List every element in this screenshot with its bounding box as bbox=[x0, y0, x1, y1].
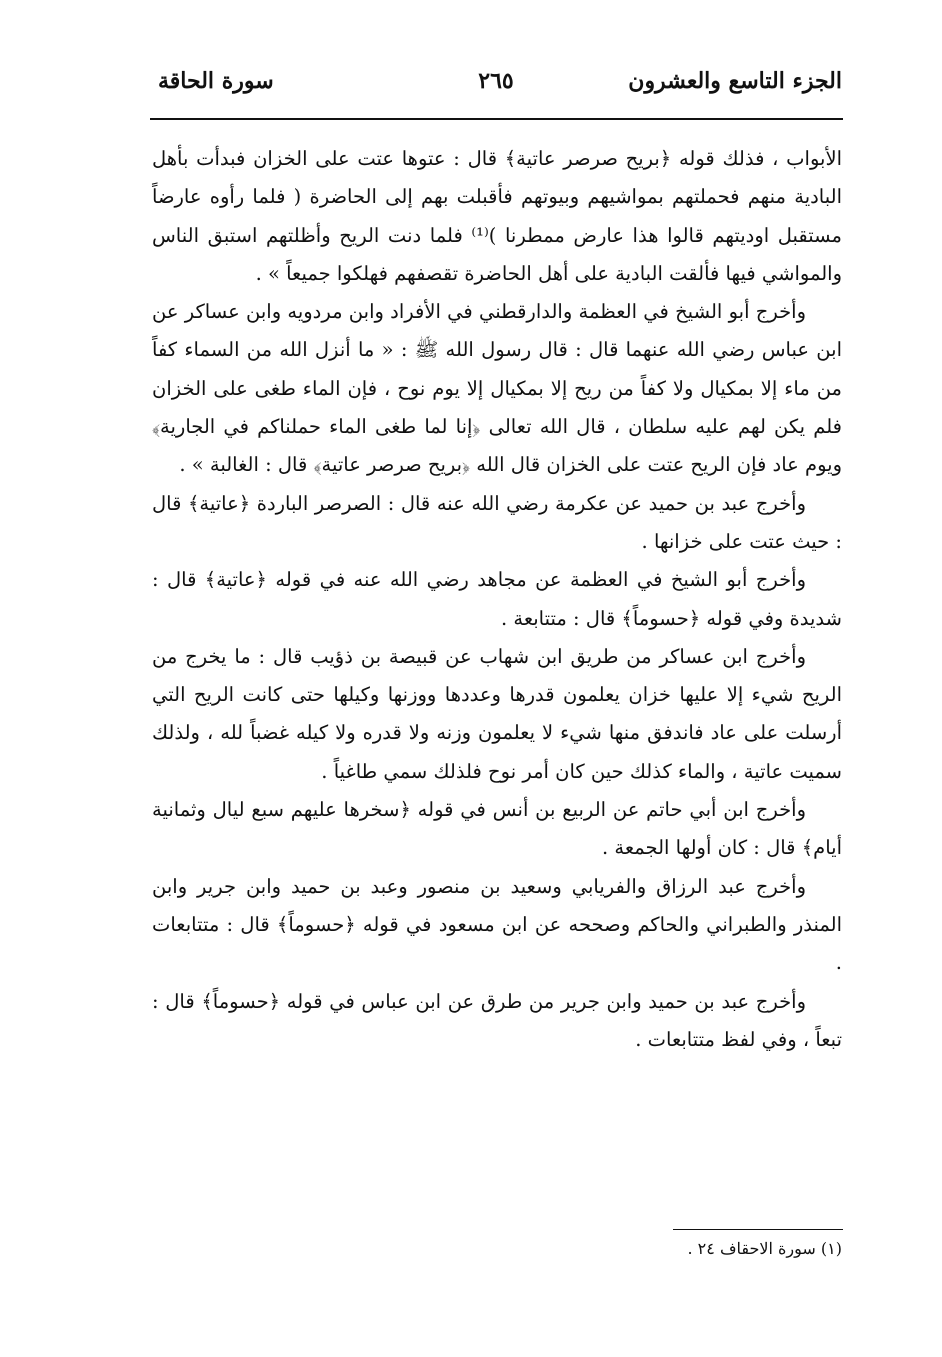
paragraph-6: وأخرج ابن أبي حاتم عن الربيع بن أنس في قوله ﴿سخرها عليهم سبع ليال وثمانية أيام﴾ قال : كان أولها الجمعة . bbox=[152, 798, 842, 860]
page-header bbox=[150, 68, 842, 108]
main-text bbox=[152, 140, 842, 1059]
footnote: (١) سورة الاحقاف ٢٤ . bbox=[687, 1239, 842, 1258]
header-surah-title: سورة الحاقة bbox=[158, 68, 274, 94]
paragraph-7: وأخرج عبد الرزاق والفريابي وسعيد بن منصور وعبد بن حميد وابن جرير وابن المنذر والطبراني والحاكم وصححه عن ابن مسعود في قوله ﴿حسوماً﴾ قال : متتابعات . bbox=[152, 874, 842, 975]
paragraph-1: الأبواب ، فذلك قوله ﴿بريح صرصر عاتية﴾ قال : عتوها عتت على الخزان فبدأت بأهل البادية منهم فحملتهم بمواشيهم وبيوتهم فأقبلت بهم إلى الحاضرة ( فلما رأوه عارضاً مستقبل اوديتهم قالوا هذا عارض ممطرنا )⁽¹⁾ فلما دنت الريح وأظلتهم استبق الناس والمواشي فيها فألقت البادية على أهل الحاضرة تقصفهم فهلكوا جميعاً » . bbox=[152, 147, 842, 285]
header-part-title: الجزء التاسع والعشرون bbox=[628, 68, 842, 94]
paragraph-4: وأخرج أبو الشيخ في العظمة عن مجاهد رضي الله عنه في قوله ﴿عاتية﴾ قال : شديدة وفي قوله ﴿حسوماً﴾ قال : متتابعة . bbox=[152, 568, 842, 630]
paragraph-5: وأخرج ابن عساكر من طريق ابن شهاب عن قبيصة بن ذؤيب قال : ما يخرج من الريح شيء إلا عليها خزان يعلمون قدرها وعددها ووزنها وكيلها حتى كانت الريح التي أرسلت على عاد فاندفق منها شيء لا يعلمون وزنه ولا قدره ولا كيله غضباً لله ، ولذلك سميت عاتية ، والماء كذلك حين كان أمر نوح فلذلك سمي طاغياً . bbox=[152, 644, 842, 783]
header-page-number: ٢٦٥ bbox=[478, 68, 514, 94]
paragraph-3: وأخرج عبد بن حميد عن عكرمة رضي الله عنه قال : الصرصر الباردة ﴿عاتية﴾ قال : حيث عتت على خزانها . bbox=[152, 491, 842, 553]
paragraph-2: وأخرج أبو الشيخ في العظمة والدارقطني في الأفراد وابن مردويه وابن عساكر عن ابن عباس رضي الله عنهما قال : قال رسول الله ﷺ : « ما أنزل الله من السماء كفاً من ماء إلا بمكيال ولا كفاً من ريح إلا بمكيال إلا يوم نوح ، فإن الماء طغى على الخزان فلم يكن لهم عليه سلطان ، قال الله تعالى ﴿إنا لما طغى الماء حملناكم في الجارية﴾ ويوم عاد فإن الريح عتت على الخزان قال الله ﴿بريح صرصر عاتية﴾ قال : الغالبة » . bbox=[152, 300, 842, 477]
paragraph-8: وأخرج عبد بن حميد وابن جرير من طرق عن ابن عباس في قوله ﴿حسوماً﴾ قال : تبعاً ، وفي لفظ متتابعات . bbox=[152, 989, 842, 1051]
footnote-divider bbox=[673, 1229, 843, 1230]
header-divider bbox=[150, 118, 843, 120]
